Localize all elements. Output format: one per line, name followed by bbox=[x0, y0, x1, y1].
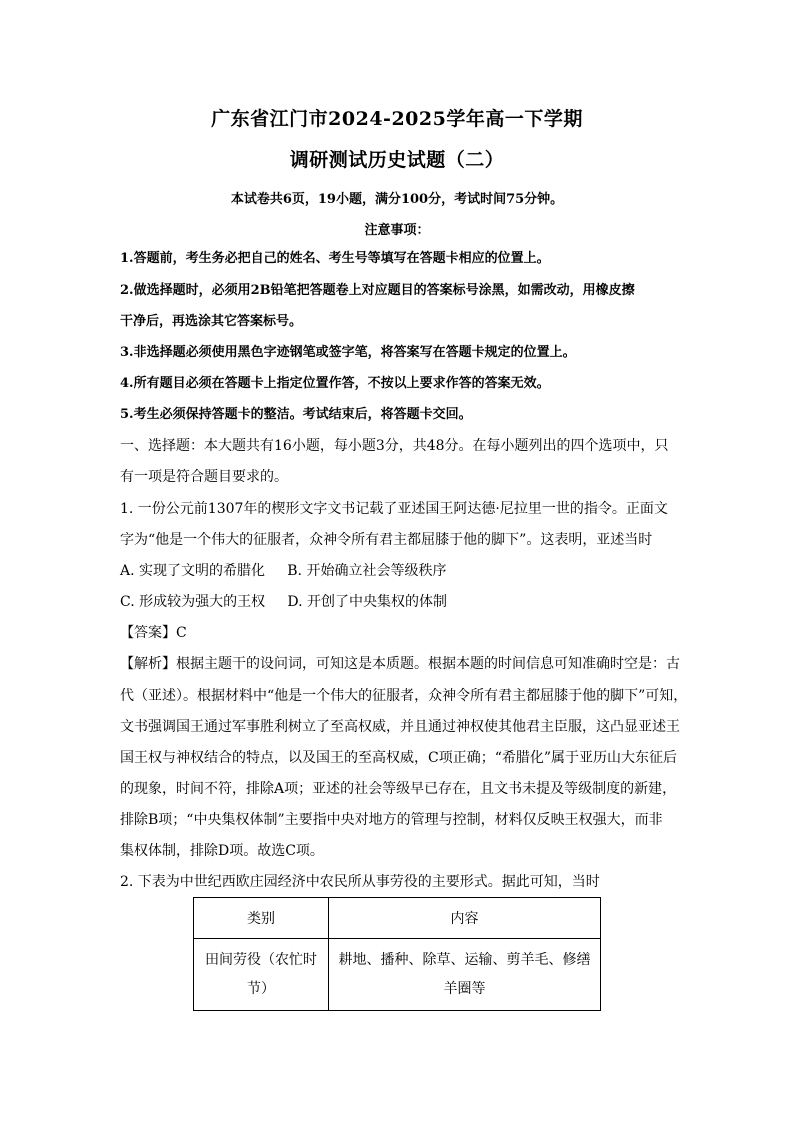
page-title-line1: 广东省江门市2024-2025学年高一下学期 bbox=[211, 108, 583, 130]
notice-heading: 注意事项： bbox=[364, 223, 430, 238]
q1-stem-line2: 字为“他是一个伟大的征服者，众神令所有君主都屈膝于他的脚下”。这表明，亚述当时 bbox=[120, 532, 653, 548]
notice-item-3: 3.非选择题必须使用黑色字迹钢笔或签字笔，将答案写在答题卡规定的位置上。 bbox=[120, 345, 576, 360]
q1-options-ab: A. 实现了文明的希腊化 B. 开始确立社会等级秩序 bbox=[120, 563, 447, 579]
q1-analysis-line6: 排除B项；“中央集权体制”主要指中央对地方的管理与控制，材料仅反映王权强大，而非 bbox=[120, 812, 663, 828]
q1-stem-line1: 1. 一份公元前1307年的楔形文字文书记载了亚述国王阿达德·尼拉里一世的指令。正面文 bbox=[120, 501, 668, 517]
q1-options-cd: C. 形成较为强大的王权 D. 开创了中央集权的体制 bbox=[120, 594, 447, 610]
section-heading-cont: 有一项是符合题目要求的。 bbox=[120, 469, 288, 485]
table-header-content: 内容 bbox=[329, 898, 601, 939]
table-cell-content: 耕地、播种、除草、运输、剪羊毛、修缮羊圈等 bbox=[329, 939, 601, 1011]
page-title-line2: 调研测试历史试题（二） bbox=[289, 149, 505, 171]
q1-analysis-line1: 【解析】根据主题干的设问词，可知这是本质题。根据本题的时间信息可知准确时空是：古 bbox=[120, 656, 680, 672]
notice-item-1: 1.答题前，考生务必把自己的姓名、考生号等填写在答题卡相应的位置上。 bbox=[120, 251, 550, 266]
q1-analysis-line2: 代（亚述）。根据材料中“他是一个伟大的征服者，众神令所有君主都屈膝于他的脚下”可知， bbox=[120, 688, 688, 704]
table-cell-category: 田间劳役（农忙时节） bbox=[194, 939, 329, 1011]
q1-analysis-line7: 集权体制，排除D项。故选C项。 bbox=[120, 843, 324, 859]
table-header-category: 类别 bbox=[194, 898, 329, 939]
section-heading: 一、选择题：本大题共有16小题，每小题3分，共48分。在每小题列出的四个选项中，只 bbox=[120, 438, 669, 454]
q1-analysis-line5: 的现象，时间不符，排除A项；亚述的社会等级早已存在，且文书未提及等级制度的新建， bbox=[120, 781, 677, 797]
q2-stem: 2. 下表为中世纪西欧庄园经济中农民所从事劳役的主要形式。据此可知，当时 bbox=[120, 874, 600, 890]
q2-table bbox=[193, 897, 601, 1011]
notice-item-2: 2.做选择题时，必须用2B铅笔把答题卷上对应题目的答案标号涂黑，如需改动，用橡皮擦 bbox=[120, 283, 635, 298]
notice-item-4: 4.所有题目必须在答题卡上指定位置作答，不按以上要求作答的答案无效。 bbox=[120, 376, 550, 391]
q1-analysis-line4: 国王权与神权结合的特点，以及国王的至高权威，C项正确；“希腊化”属于亚历山大东征后 bbox=[120, 750, 678, 766]
notice-item-5: 5.考生必须保持答题卡的整洁。考试结束后，将答题卡交回。 bbox=[120, 407, 472, 422]
table-row bbox=[194, 939, 601, 1011]
q1-analysis-line3: 文书强调国王通过军事胜利树立了至高权威，并且通过神权使其他君主臣服，这凸显亚述王 bbox=[120, 719, 680, 735]
table-header-row bbox=[194, 898, 601, 939]
exam-info: 本试卷共6页，19小题，满分100分，考试时间75分钟。 bbox=[230, 192, 564, 207]
q1-answer: 【答案】C bbox=[120, 625, 187, 641]
notice-item-2-cont: 干净后，再选涂其它答案标号。 bbox=[120, 314, 303, 329]
